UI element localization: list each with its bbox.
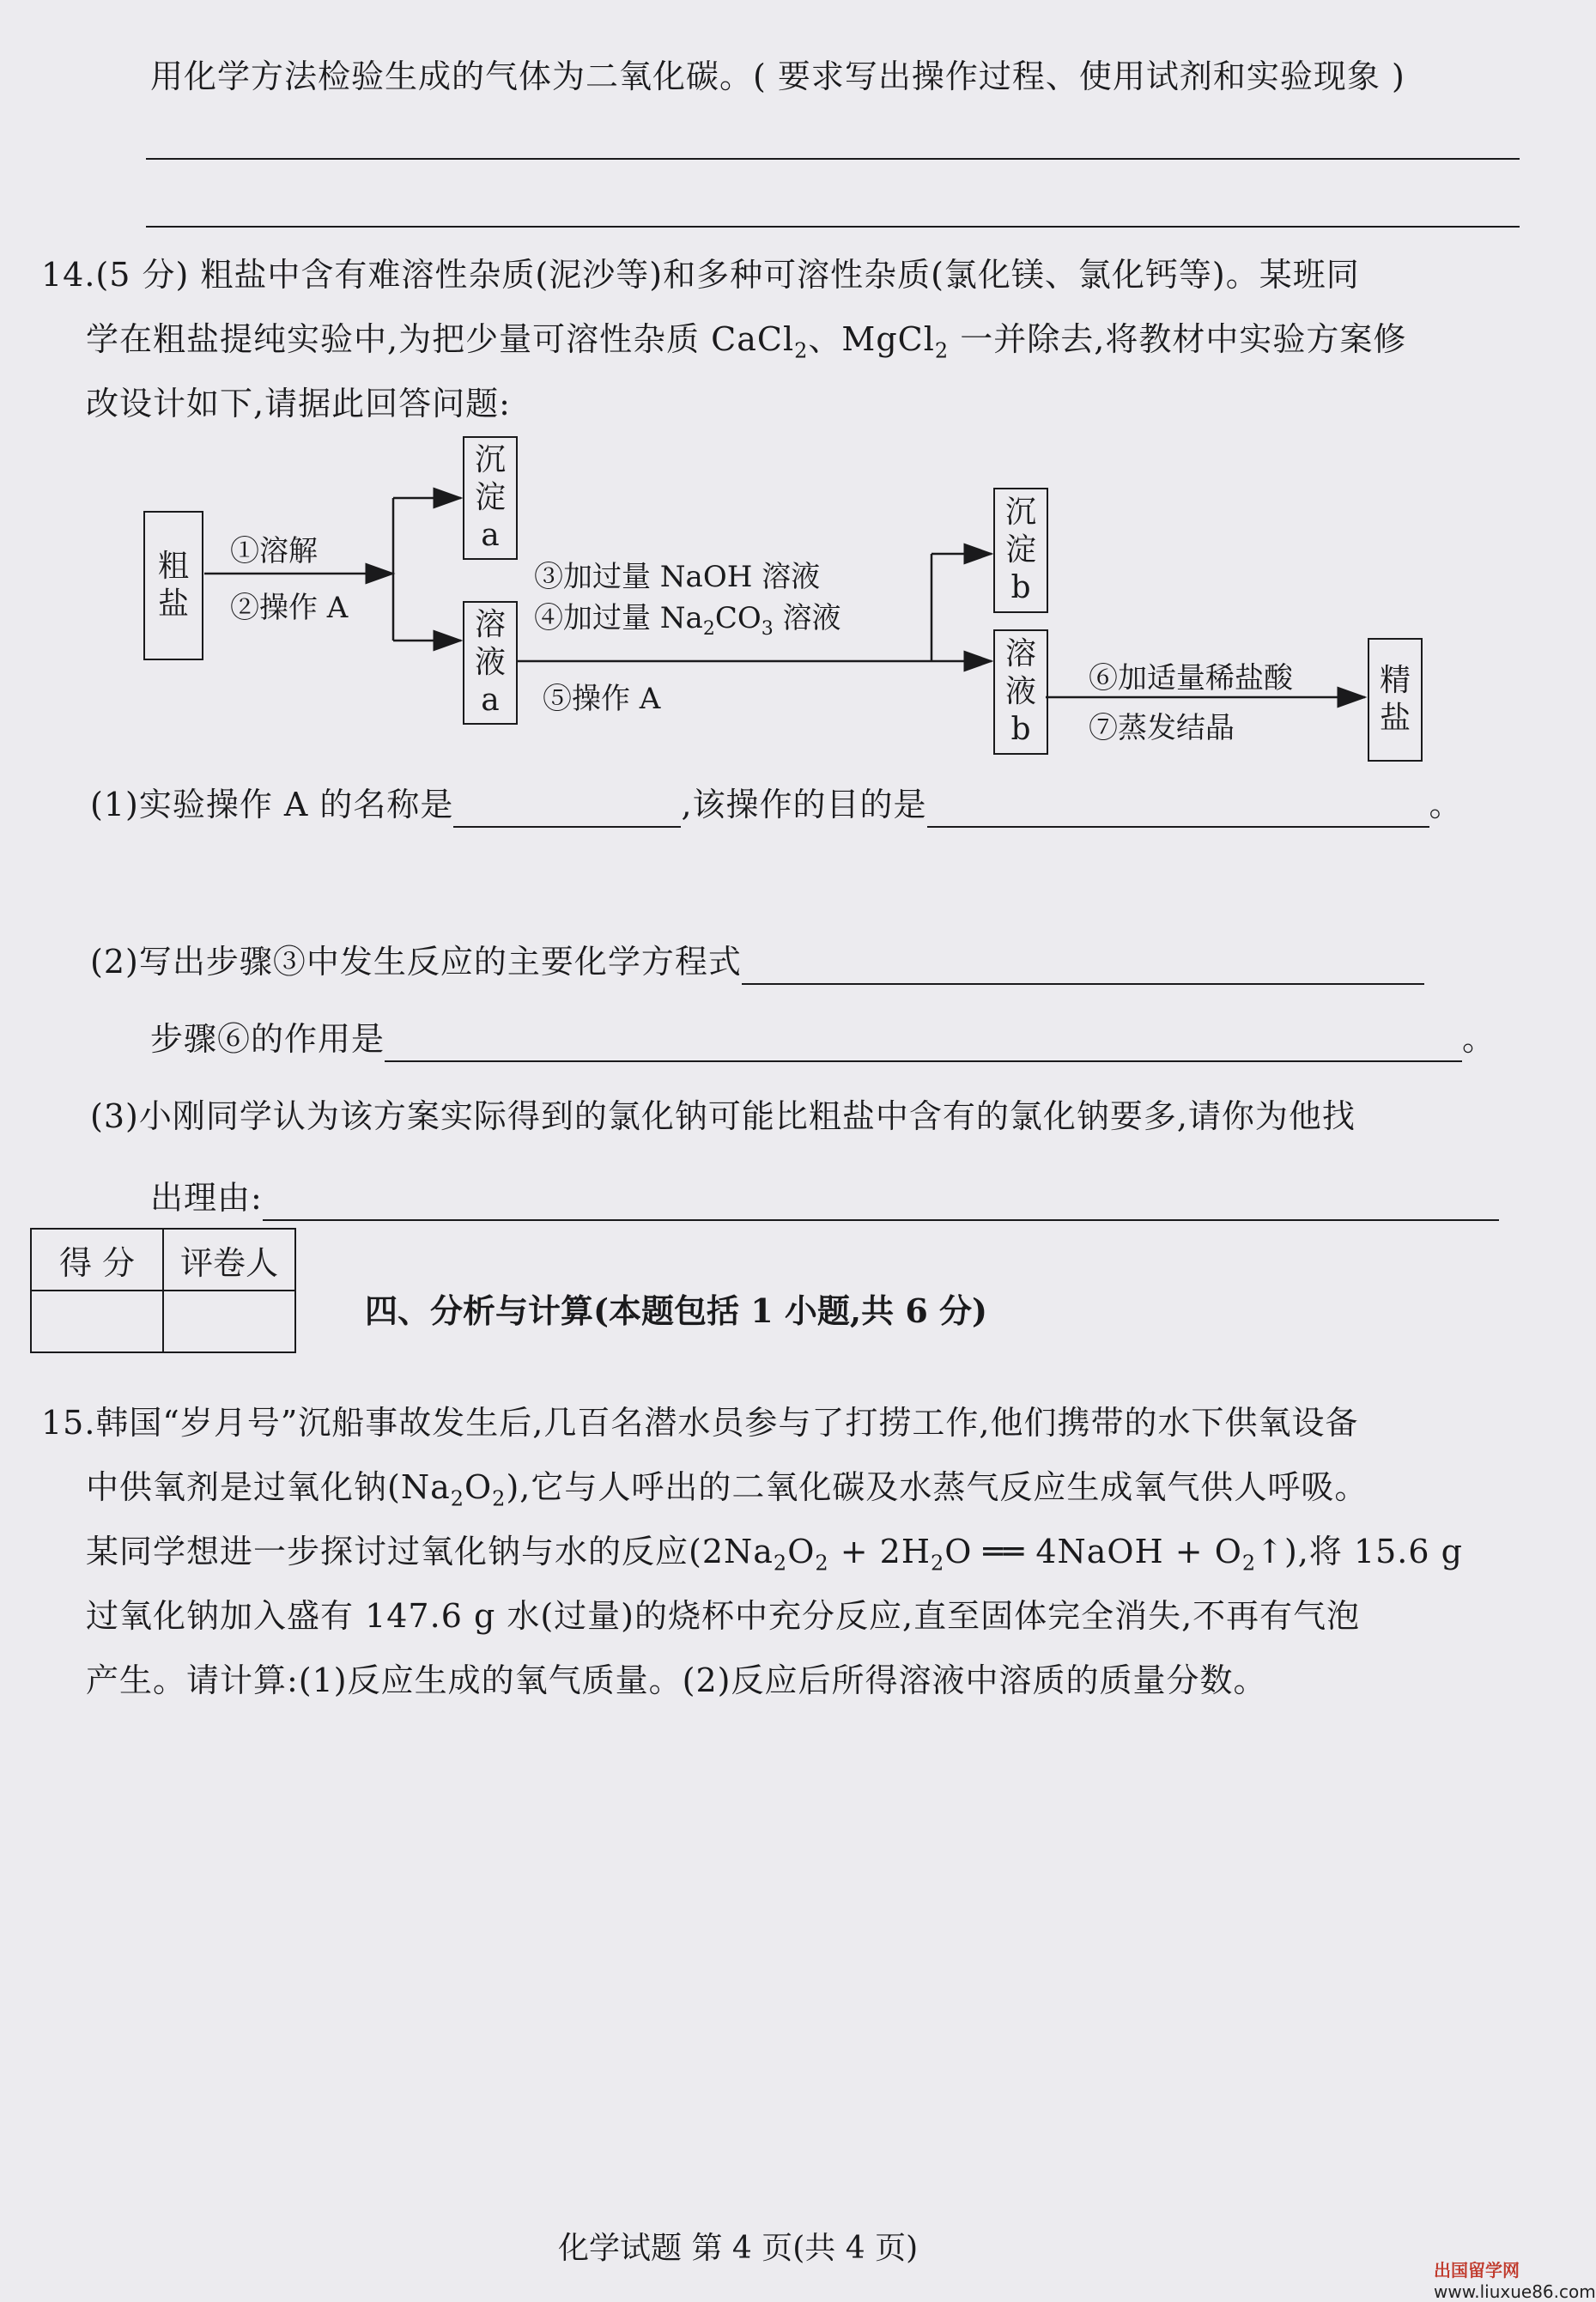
q14-sub1-blank-2[interactable] <box>927 792 1429 828</box>
score-header: 得 分 <box>31 1229 163 1291</box>
q15-line-5: 产生。请计算:(1)反应生成的氧气质量。(2)反应后所得溶液中溶质的质量分数。 <box>86 1661 1267 1699</box>
q14-sub2-blank-1[interactable] <box>742 949 1424 985</box>
q14-sub3-line2: 出理由: <box>150 1175 1499 1221</box>
solution-a-box: 溶 液 a <box>463 601 518 725</box>
step-4-label: ④加过量 $Na_2CO_3$ 溶液 <box>534 601 841 640</box>
score-table <box>30 1228 296 1353</box>
q14-sub2-line2: 步骤⑥的作用是 。 <box>150 1016 1496 1062</box>
precipitate-b-box: 沉 淀 b <box>993 488 1048 613</box>
step-7-label: ⑦蒸发结晶 <box>1089 711 1235 745</box>
q15-line-4: 过氧化钠加入盛有 147.6 g 水(过量)的烧杯中充分反应,直至固体完全消失,不再有气泡 <box>86 1597 1361 1635</box>
step-3-label: ③加过量 NaOH 溶液 <box>534 560 821 594</box>
watermark-logo: 出国留学网 www.liuxue86.com <box>1434 2260 1596 2302</box>
page-footer: 化学试题 第 4 页(共 4 页) <box>558 2231 919 2266</box>
step-5-label: ⑤操作 A <box>543 682 661 716</box>
q14-sub3-blank[interactable] <box>263 1185 1499 1221</box>
precipitate-a-box: 沉 淀 a <box>463 436 518 560</box>
step-2-label: ②操作 A <box>230 591 349 625</box>
q14-line-2: 学在粗盐提纯实验中,为把少量可溶性杂质 CaCl$_2$、MgCl$_2$ 一并除去,将教材中实验方案修 <box>86 320 1407 363</box>
q13-tail-text: 用化学方法检验生成的气体为二氧化碳。( 要求写出操作过程、使用试剂和实验现象 ) <box>150 58 1405 95</box>
q15-line-3: 某同学想进一步探讨过氧化钠与水的反应($2Na_2O_2 + 2H_2O$ ══ 4NaOH + $O_2↑$),将 15.6 g <box>86 1533 1463 1576</box>
crude-salt-box: 粗 盐 <box>143 511 203 660</box>
q14-sub2: (2)写出步骤③中发生反应的主要化学方程式 <box>90 938 1424 985</box>
q15-line-2: 中供氧剂是过氧化钠$(Na_2O_2)$,它与人呼出的二氧化碳及水蒸气反应生成氧气供人呼吸。 <box>86 1468 1368 1511</box>
grader-header: 评卷人 <box>163 1229 295 1291</box>
q14-sub2-blank-2[interactable] <box>385 1026 1462 1062</box>
q14-sub3: (3)小刚同学认为该方案实际得到的氯化钠可能比粗盐中含有的氯化钠要多,请你为他找 <box>90 1097 1356 1135</box>
q14-line-1: 14.(5 分) 粗盐中含有难溶性杂质(泥沙等)和多种可溶性杂质(氯化镁、氯化钙等)。某班同 <box>41 256 1360 294</box>
step-6-label: ⑥加适量稀盐酸 <box>1089 661 1293 695</box>
q15-line-1: 15.韩国“岁月号”沉船事故发生后,几百名潜水员参与了打捞工作,他们携带的水下供氧设备 <box>41 1404 1359 1442</box>
step-1-label: ①溶解 <box>230 534 318 568</box>
score-cell[interactable] <box>31 1291 163 1352</box>
q14-sub1-blank-1[interactable] <box>453 792 681 828</box>
solution-b-box: 溶 液 b <box>993 629 1048 755</box>
refined-salt-box: 精 盐 <box>1368 638 1423 762</box>
q14-line-3: 改设计如下,请据此回答问题: <box>86 385 511 422</box>
grader-cell[interactable] <box>163 1291 295 1352</box>
q14-sub1: (1)实验操作 A 的名称是 ,该操作的目的是 。 <box>90 781 1463 828</box>
section-4-title: 四、分析与计算(本题包括 1 小题,共 6 分) <box>365 1291 987 1330</box>
flow-diagram-lines <box>0 0 1549 773</box>
